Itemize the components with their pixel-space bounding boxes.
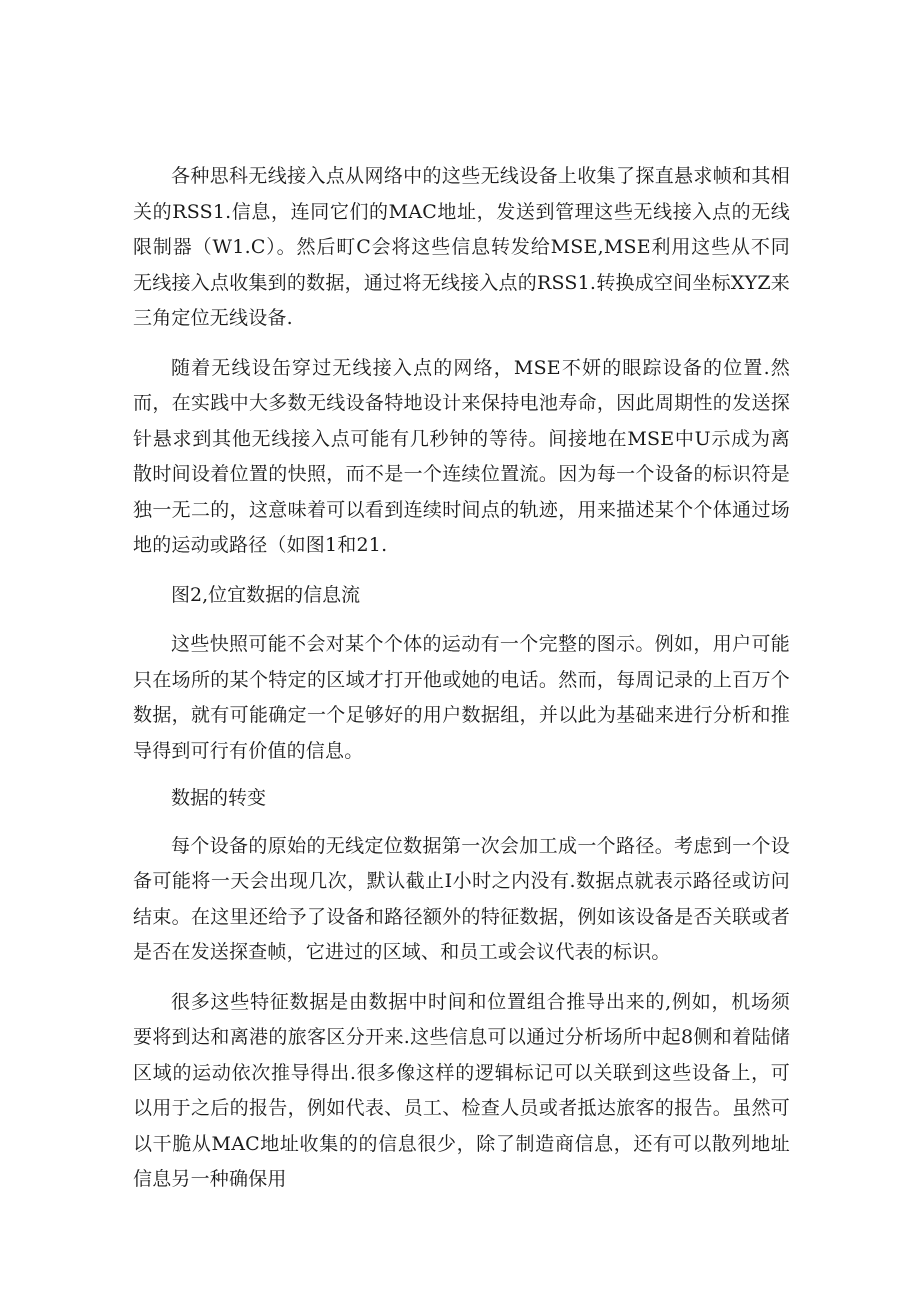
paragraph-device-tracking: 随着无线设缶穿过无线接入点的网络，MSE不妍的眼踪设备的位置.然而，在实践中大多数无线设备特地设计来保持电池寿命，因此周期性的发送探针悬求到其他无线接入点可能有几秒钟的等待。间接地在MSE中U示成为离散时间设着位置的快照，而不是一个连续位置流。因为每一个设备的标识符是独一无二的，这意味着可以看到连续时间点的轨迹，用来描述某个个体通过场地的运动或路径（如图1和21. xyxy=(133,356,790,556)
paragraph-wireless-collection: 各种思科无线接入点从网络中的这些无线设备上收集了探直悬求帧和其相关的RSS1.信息，连同它们的MAC地址，发送到管理这些无线接入点的无线限制器（W1.C）。然后町C会将这些信息转发给MSE,MSE利用这些从不同无线接入点收集到的数据，通过将无线接入点的RSS1.转换成空间坐标XYZ来三角定位无线设备. xyxy=(133,165,790,329)
paragraph-path-processing: 每个设备的原始的无线定位数据第一次会加工成一个路径。考虑到一个设备可能将一天会出现几次，默认截止I小时之内没有.数据点就表示路径或访问结束。在这里还给予了设备和路径额外的特征数据，例如该设备是否关联或者是否在发送探查帧，它进过的区域、和员工或会议代表的标识。 xyxy=(133,834,790,963)
document-body xyxy=(133,159,790,1198)
paragraph-snapshots: 这些快照可能不会对某个个体的运动有一个完整的图示。例如，用户可能只在场所的某个特定的区域才打开他或她的电话。然而，每周记录的上百万个数据，就有可能确定一个足够好的用户数据组，并以此为基础来进行分析和推导得到可行有价值的信息。 xyxy=(133,633,790,762)
section-heading-data-transformation: 数据的转变 xyxy=(171,787,267,809)
paragraph-feature-data: 很多这些特征数据是由数据中时间和位置组合推导出来的,例如，机场须要将到达和离港的旅客区分开来.这些信息可以通过分析场所中起8侧和着陆储区域的运动依次推导得出.很多像这样的逻辑标记可以关联到这些设备上，可以用于之后的报告，例如代表、员工、检查人员或者抵达旅客的报告。虽然可以干脆从MAC地址收集的的信息很少，除了制造商信息，还有可以散列地址信息另一种确保用 xyxy=(133,990,790,1190)
figure-caption: 图2,位宜数据的信息流 xyxy=(171,583,361,606)
